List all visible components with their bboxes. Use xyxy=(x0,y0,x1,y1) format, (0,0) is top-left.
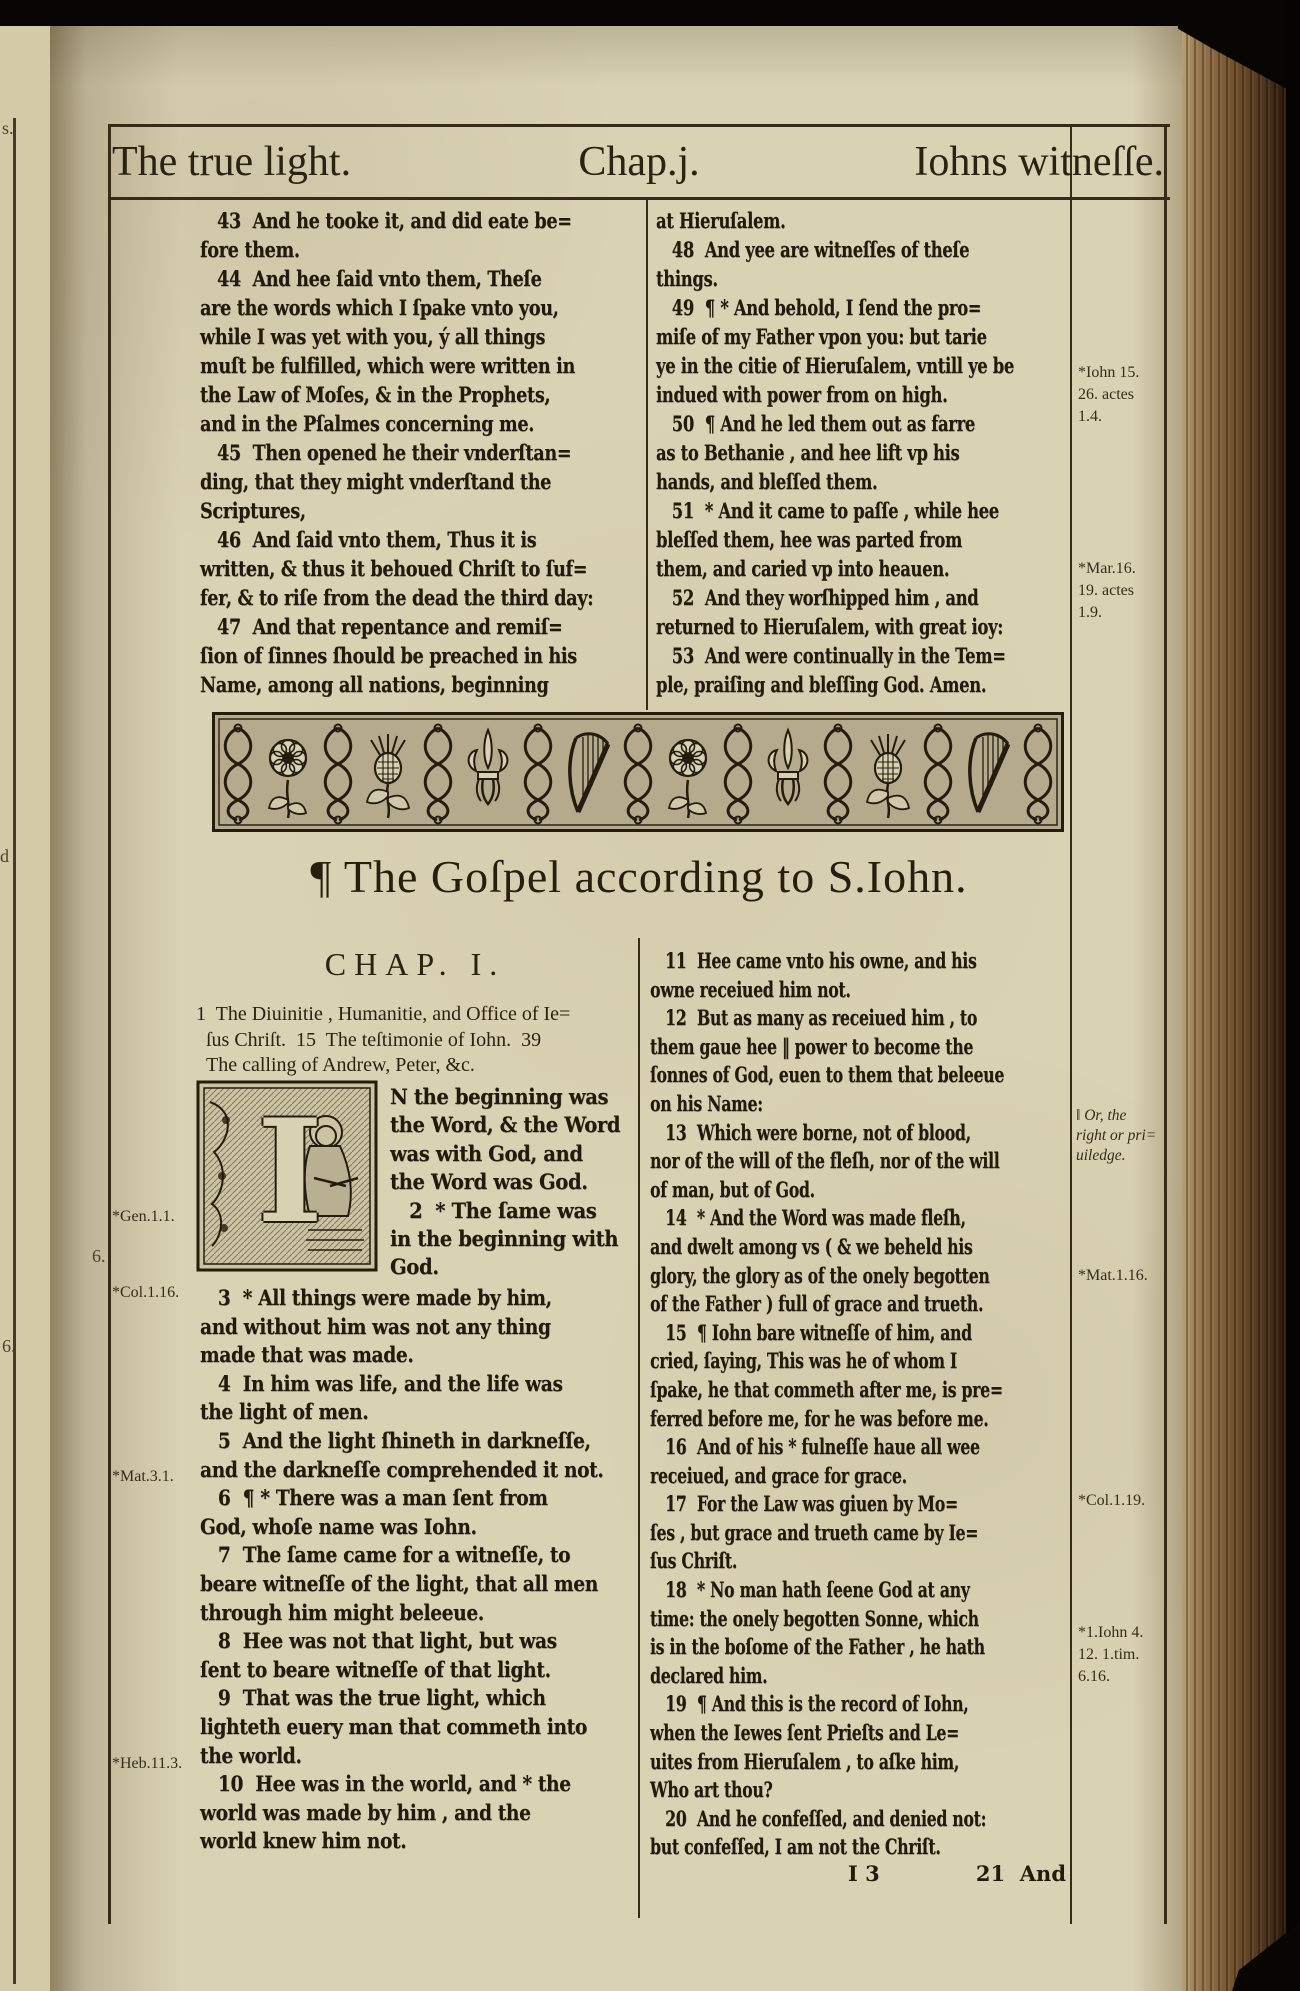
text-line: world knew him not. xyxy=(200,1828,407,1854)
text-line: and in the Pſalmes concerning me. xyxy=(200,411,535,436)
margin-note-gen: *Gen.1.1. xyxy=(112,1208,175,1225)
signature-mark: I 3 xyxy=(848,1861,880,1886)
text-line: ſpake, he that commeth after me, is pre= xyxy=(650,1376,1003,1402)
running-header-left: The true light. xyxy=(112,139,352,185)
headpiece-ornament-band xyxy=(212,712,1064,832)
text-line: ſonnes of God, euen to them that beleeue xyxy=(650,1062,1005,1088)
iohn-right-column xyxy=(650,947,1070,1862)
margin-note-mat-1-16 xyxy=(1078,1199,1168,1287)
facing-page-edge xyxy=(0,26,50,1991)
text-line: are the words which I ſpake vnto you, xyxy=(200,295,559,320)
iohn-left-column xyxy=(200,1284,634,1856)
text-line: ferred before me, for he was before me. xyxy=(650,1405,989,1431)
text-line: 45 Then opened he their vnderſtan= xyxy=(200,440,572,465)
text-line: 16 And of his * fulneſſe haue all wee xyxy=(650,1434,980,1460)
photo-top-edge xyxy=(0,0,1300,26)
text-line: God, whoſe name was Iohn. xyxy=(200,1513,477,1539)
text-line: in the beginning with xyxy=(390,1226,619,1252)
text-line: nor of the will of the fleſh, nor of the will xyxy=(650,1148,1000,1174)
text-line: 6 ¶ * There was a man ſent from xyxy=(200,1485,548,1511)
text-line: miſe of my Father vpon you: but tarie xyxy=(656,324,987,349)
text-line: 20 And he confeſſed, and denied not: xyxy=(650,1805,987,1831)
text-line: 53 And were continually in the Tem= xyxy=(656,643,1006,668)
text-line: and the darkneſſe comprehended it not. xyxy=(200,1456,604,1482)
text-line: lighteth euery man that commeth into xyxy=(200,1713,587,1739)
summary-line: The calling of Andrew, Peter, &c. xyxy=(196,1054,475,1076)
text-line: time: the onely begotten Sonne, which xyxy=(650,1605,979,1631)
text-line: hands, and bleſſed them. xyxy=(656,469,878,494)
margin-note-line: *1.Iohn 4. xyxy=(1078,1624,1144,1641)
text-line: was with God, and xyxy=(390,1140,583,1166)
text-line: the world. xyxy=(200,1742,302,1768)
text-line: written, & thus it behoued Chriſt to ſuf= xyxy=(200,556,588,581)
text-line: 9 That was the true light, which xyxy=(200,1685,546,1711)
text-line: is in the boſome of the Father , he hath xyxy=(650,1634,985,1660)
text-line: them gaue hee ‖ power to become the xyxy=(650,1033,974,1059)
text-line: 8 Hee was not that light, but was xyxy=(200,1628,557,1654)
text-line: at Hieruſalem. xyxy=(656,208,786,233)
text-line: made that was made. xyxy=(200,1342,414,1368)
text-line: world was made by him , and the xyxy=(200,1799,531,1825)
text-line: 44 And hee ſaid vnto them, Theſe xyxy=(200,266,542,291)
text-line: 4 In him was life, and the life was xyxy=(200,1370,563,1396)
text-line: 49 ¶ * And behold, I ſend the pro= xyxy=(656,295,982,320)
margin-note-line: 12. 1.tim. xyxy=(1078,1646,1140,1663)
margin-note-col: *Col.1.16. xyxy=(112,1284,180,1301)
text-line: when the Iewes ſent Prieſts and Le= xyxy=(650,1720,960,1746)
text-line: the Law of Moſes, & in the Prophets, xyxy=(200,382,551,407)
photo-right-edge xyxy=(1286,0,1300,1991)
text-line: declared him. xyxy=(650,1662,768,1688)
running-header-right: Iohns witneſſe. xyxy=(914,139,1164,185)
text-line: 43 And he tooke it, and did eate be= xyxy=(200,208,572,233)
margin-note-line: *Mar.16. xyxy=(1078,560,1136,577)
text-line: and without him was not any thing xyxy=(200,1313,551,1339)
text-line: 19 ¶ And this is the record of Iohn, xyxy=(650,1691,969,1717)
margin-note-col-1-19 xyxy=(1078,1424,1168,1512)
margin-note-line: *Mat.1.16. xyxy=(1078,1267,1148,1284)
margin-note-line: *Col.1.19. xyxy=(1078,1492,1146,1509)
text-line: 12 But as many as receiued him , to xyxy=(650,1005,978,1031)
text-line: of the Father ) full of grace and trueth. xyxy=(650,1291,984,1317)
text-line: 14 * And the Word was made fleſh, xyxy=(650,1205,966,1231)
page-edge-fragment: 6. xyxy=(2,1336,16,1356)
text-line: N the beginning was xyxy=(390,1084,609,1109)
text-line: 51 * And it came to paſſe , while hee xyxy=(656,498,999,523)
text-line: ple, praiſing and bleſſing God. Amen. xyxy=(656,672,987,697)
chapter-summary xyxy=(196,1002,666,1079)
text-line: 48 And yee are witneſſes of theſe xyxy=(656,237,970,262)
margin-note-line: 1.4. xyxy=(1078,408,1102,425)
text-line: ye in the citie of Hieruſalem, vntill ye be xyxy=(656,353,1015,378)
text-line: ſent to beare witneſſe of that light. xyxy=(200,1656,551,1682)
facing-page-rule xyxy=(13,118,16,1984)
luke-right-column xyxy=(656,206,1068,699)
text-line: but confeſſed, I am not the Chriſt. xyxy=(650,1834,941,1860)
summary-line: ſus Chriſt. 15 The teſtimonie of Iohn. 39 xyxy=(196,1028,542,1051)
chapter-heading: CHAP. I. xyxy=(324,946,506,982)
text-line: 50 ¶ And he led them out as farre xyxy=(656,411,975,436)
text-line: returned to Hieruſalem, with great ioy: xyxy=(656,614,1003,639)
text-line: indued with power from on high. xyxy=(656,382,948,407)
margin-note-heb: *Heb.11.3. xyxy=(112,1755,183,1772)
text-line: through him might beleeue. xyxy=(200,1599,484,1625)
luke-left-column xyxy=(200,206,647,699)
text-line: the Word, & the Word xyxy=(390,1112,621,1138)
text-line: muſt be fulfilled, which were written in xyxy=(200,353,575,378)
margin-note-line: 26. actes xyxy=(1078,386,1134,403)
page-edge-fragment: d xyxy=(0,846,9,866)
text-line: 5 And the light ſhineth in darkneſſe, xyxy=(200,1427,591,1453)
margin-note-line: *Iohn 15. xyxy=(1078,364,1140,381)
text-line: beare witneſſe of the light, that all men xyxy=(200,1570,598,1596)
text-line: and dwelt among vs ( & we beheld his xyxy=(650,1233,973,1259)
catchword: 21 And xyxy=(975,1861,1066,1886)
text-line: Scriptures, xyxy=(200,498,306,523)
text-line: the Word was God. xyxy=(390,1169,588,1195)
margin-note-line: 19. actes xyxy=(1078,582,1134,599)
text-line: 17 For the Law was giuen by Mo= xyxy=(650,1491,958,1517)
page-edge-fragment: 6. xyxy=(92,1246,106,1266)
running-header-center: Chap.j. xyxy=(578,139,700,185)
text-line: things. xyxy=(656,266,718,291)
text-line: 52 And they worſhipped him , and xyxy=(656,585,979,610)
iohn-intro-column xyxy=(390,1083,641,1282)
text-line: receiued, and grace for grace. xyxy=(650,1462,907,1488)
margin-note-line: ‖ Or, the xyxy=(1076,1107,1127,1124)
text-line: ſes , but grace and trueth came by Ie= xyxy=(650,1519,979,1545)
text-line: ding, that they might vnderſtand the xyxy=(200,469,552,494)
text-line: owne receiued him not. xyxy=(650,976,851,1002)
margin-note-line: 1.9. xyxy=(1078,604,1102,621)
text-line: 10 Hee was in the world, and * the xyxy=(200,1771,571,1797)
text-line: them, and caried vp into heauen. xyxy=(656,556,950,581)
text-line: God. xyxy=(390,1254,439,1280)
text-line: the light of men. xyxy=(200,1399,369,1425)
margin-divider-rule xyxy=(1070,124,1072,1924)
header-bottom-rule xyxy=(108,197,1170,200)
margin-note-or-priuiledge xyxy=(1076,1046,1168,1166)
drop-cap-letter: I xyxy=(256,1089,324,1255)
text-line: fore them. xyxy=(200,237,300,262)
text-line: cried, ſaying, This was he of whom I xyxy=(650,1348,957,1374)
text-line: 15 ¶ Iohn bare witneſſe of him, and xyxy=(650,1319,972,1345)
text-line: Name, among all nations, beginning xyxy=(200,672,549,697)
text-line: 7 The ſame came for a witneſſe, to xyxy=(200,1542,571,1568)
gospel-title: ¶ The Goſpel according to S.Iohn. xyxy=(310,851,968,902)
text-line: as to Bethanie , and hee lift vp his xyxy=(656,440,960,465)
margin-note-luke-51 xyxy=(1078,492,1164,624)
text-line: 11 Hee came vnto his owne, and his xyxy=(650,948,977,973)
text-line: 13 Which were borne, not of blood, xyxy=(650,1119,971,1145)
text-line: fer, & to riſe from the dead the third day: xyxy=(200,585,594,610)
text-line: while I was yet with you, ý all things xyxy=(200,324,546,349)
text-line: 3 * All things were made by him, xyxy=(200,1285,552,1310)
text-line: 2 * The ſame was xyxy=(390,1197,597,1223)
margin-note-mat: *Mat.3.1. xyxy=(112,1468,174,1485)
text-line: Who art thou? xyxy=(650,1777,773,1803)
text-line: bleſſed them, hee was parted from xyxy=(656,527,962,552)
text-line: 18 * No man hath ſeene God at any xyxy=(650,1577,970,1603)
text-line: ſion of ſinnes ſhould be preached in his xyxy=(200,643,577,668)
text-line: of man, but of God. xyxy=(650,1176,815,1202)
text-line: 46 And ſaid vnto them, Thus it is xyxy=(200,527,537,552)
left-frame-rule xyxy=(108,124,111,1924)
page-edge-fragment: s. xyxy=(2,118,14,138)
text-line: on his Name: xyxy=(650,1090,763,1116)
margin-note-line: right or pri= xyxy=(1076,1127,1157,1144)
summary-line: 1 The Diuinitie , Humanitie, and Office of Ie= xyxy=(196,1003,571,1025)
text-line: uites from Hieruſalem , to aſke him, xyxy=(650,1748,959,1774)
text-line: 47 And that repentance and remiſ= xyxy=(200,614,563,639)
margin-note-1-iohn-4 xyxy=(1078,1556,1168,1688)
margin-note-line: 6.16. xyxy=(1078,1668,1110,1685)
margin-note-luke-49 xyxy=(1078,296,1164,428)
margin-note-line: uiledge. xyxy=(1076,1147,1126,1164)
text-line: ſus Chriſt. xyxy=(650,1548,738,1574)
book-page-stack xyxy=(1178,26,1300,1991)
text-line: glory, the glory as of the onely begotten xyxy=(650,1262,990,1288)
top-frame-rule xyxy=(108,124,1170,127)
